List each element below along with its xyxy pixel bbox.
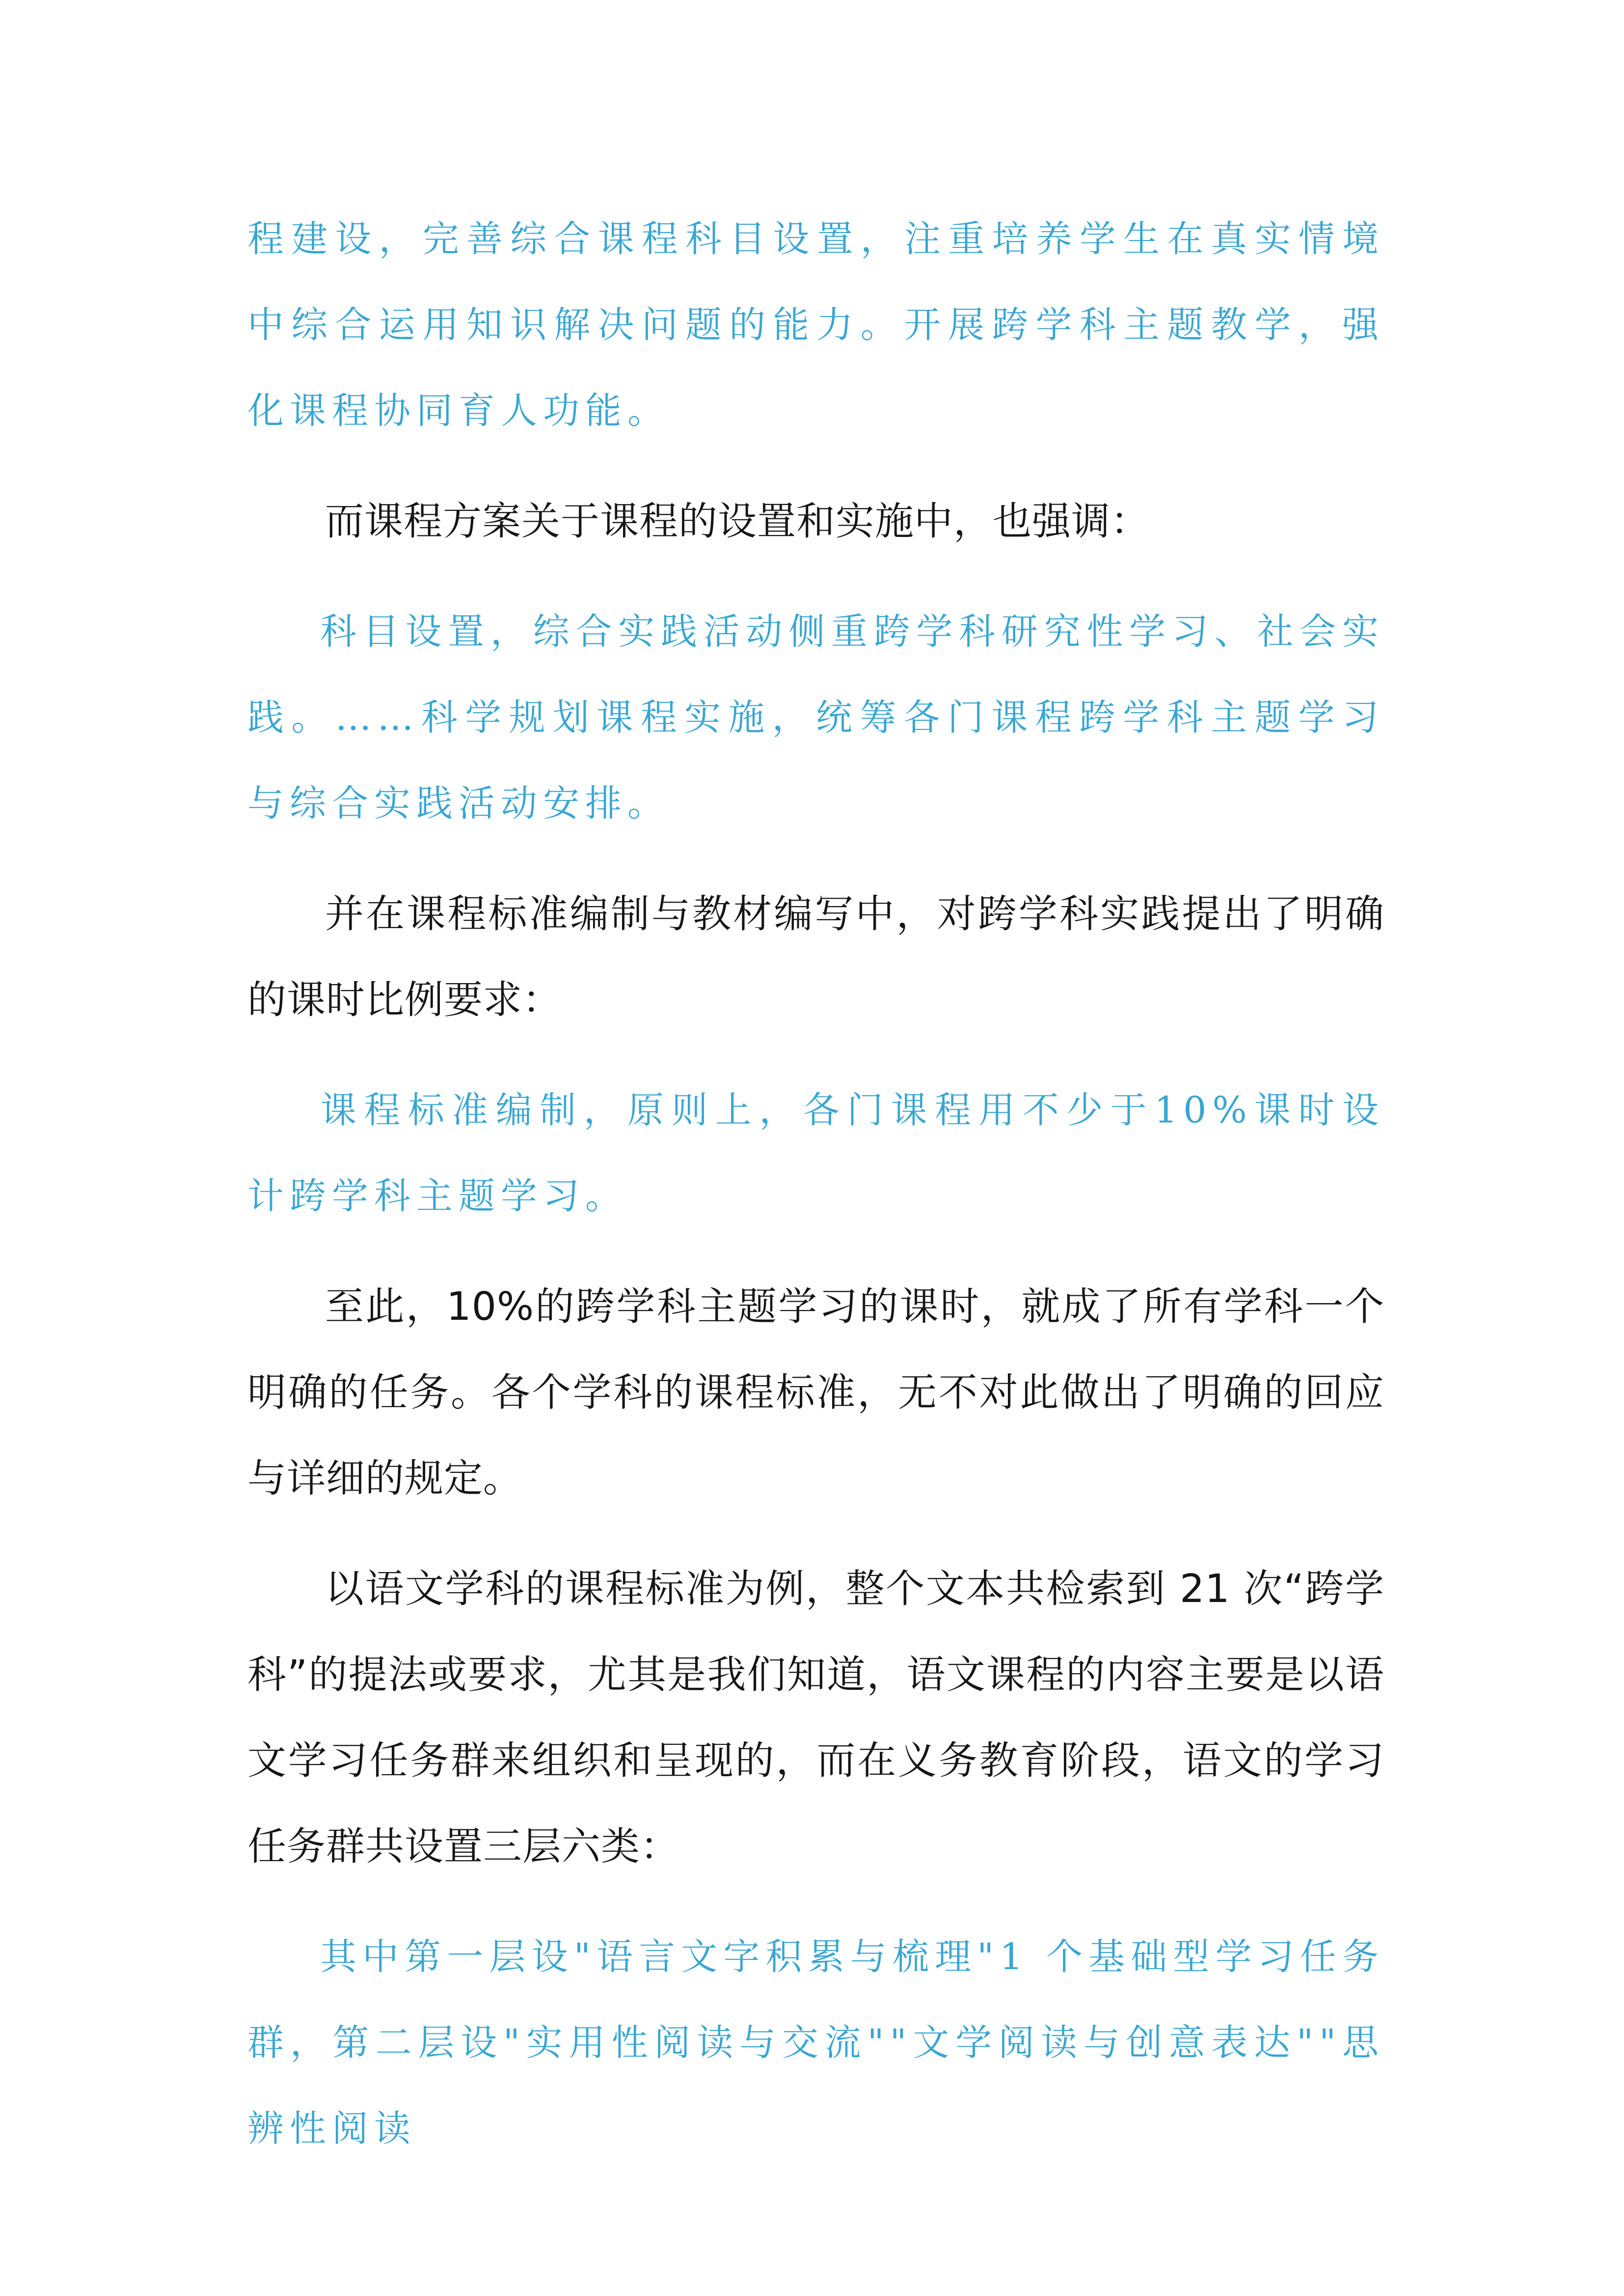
body-paragraph-4: 以语文学科的课程标准为例，整个文本共检索到 21 次“跨学科”的提法或要求，尤其是我们知道，语文课程的内容主要是以语文学习任务群来组织和呈现的，而在义务教育阶段，语文的学习任务群共设置三层六类：: [247, 1566, 1384, 1869]
paragraph-gap: [247, 454, 1384, 479]
quote-paragraph-3: 课程标准编制，原则上，各门课程用不少于10%课时设计跨学科主题学习。: [247, 1089, 1384, 1217]
paragraph-gap: [247, 564, 1384, 589]
quote-paragraph-1: 程建设，完善综合课程科目设置，注重培养学生在真实情境中综合运用知识解决问题的能力。开展跨学科主题教学，强化课程协同育人功能。: [247, 218, 1384, 432]
paragraph-gap: [247, 1522, 1384, 1546]
body-paragraph-3: 至此，10%的跨学科主题学习的课时，就成了所有学科一个明确的任务。各个学科的课程标准，无不对此做出了明确的回应与详细的规定。: [247, 1284, 1384, 1501]
document-page: [247, 196, 1384, 2172]
paragraph-gap: [247, 1890, 1384, 1914]
quote-paragraph-2: 科目设置，综合实践活动侧重跨学科研究性学习、社会实践。……科学规划课程实施，统筹各门课程跨学科主题学习与综合实践活动安排。: [247, 611, 1384, 825]
paragraph-gap: [247, 1239, 1384, 1264]
paragraph-gap: [247, 1043, 1384, 1068]
body-paragraph-2: 并在课程标准编制与教材编写中，对跨学科实践提出了明确的课时比例要求：: [247, 891, 1384, 1022]
paragraph-gap: [247, 847, 1384, 871]
quote-paragraph-4: 其中第一层设"语言文字积累与梳理"1 个基础型学习任务群，第二层设"实用性阅读与交流""文学阅读与创意表达""思辨性阅读: [247, 1936, 1384, 2150]
body-paragraph-1: 而课程方案关于课程的设置和实施中，也强调：: [325, 499, 1150, 544]
